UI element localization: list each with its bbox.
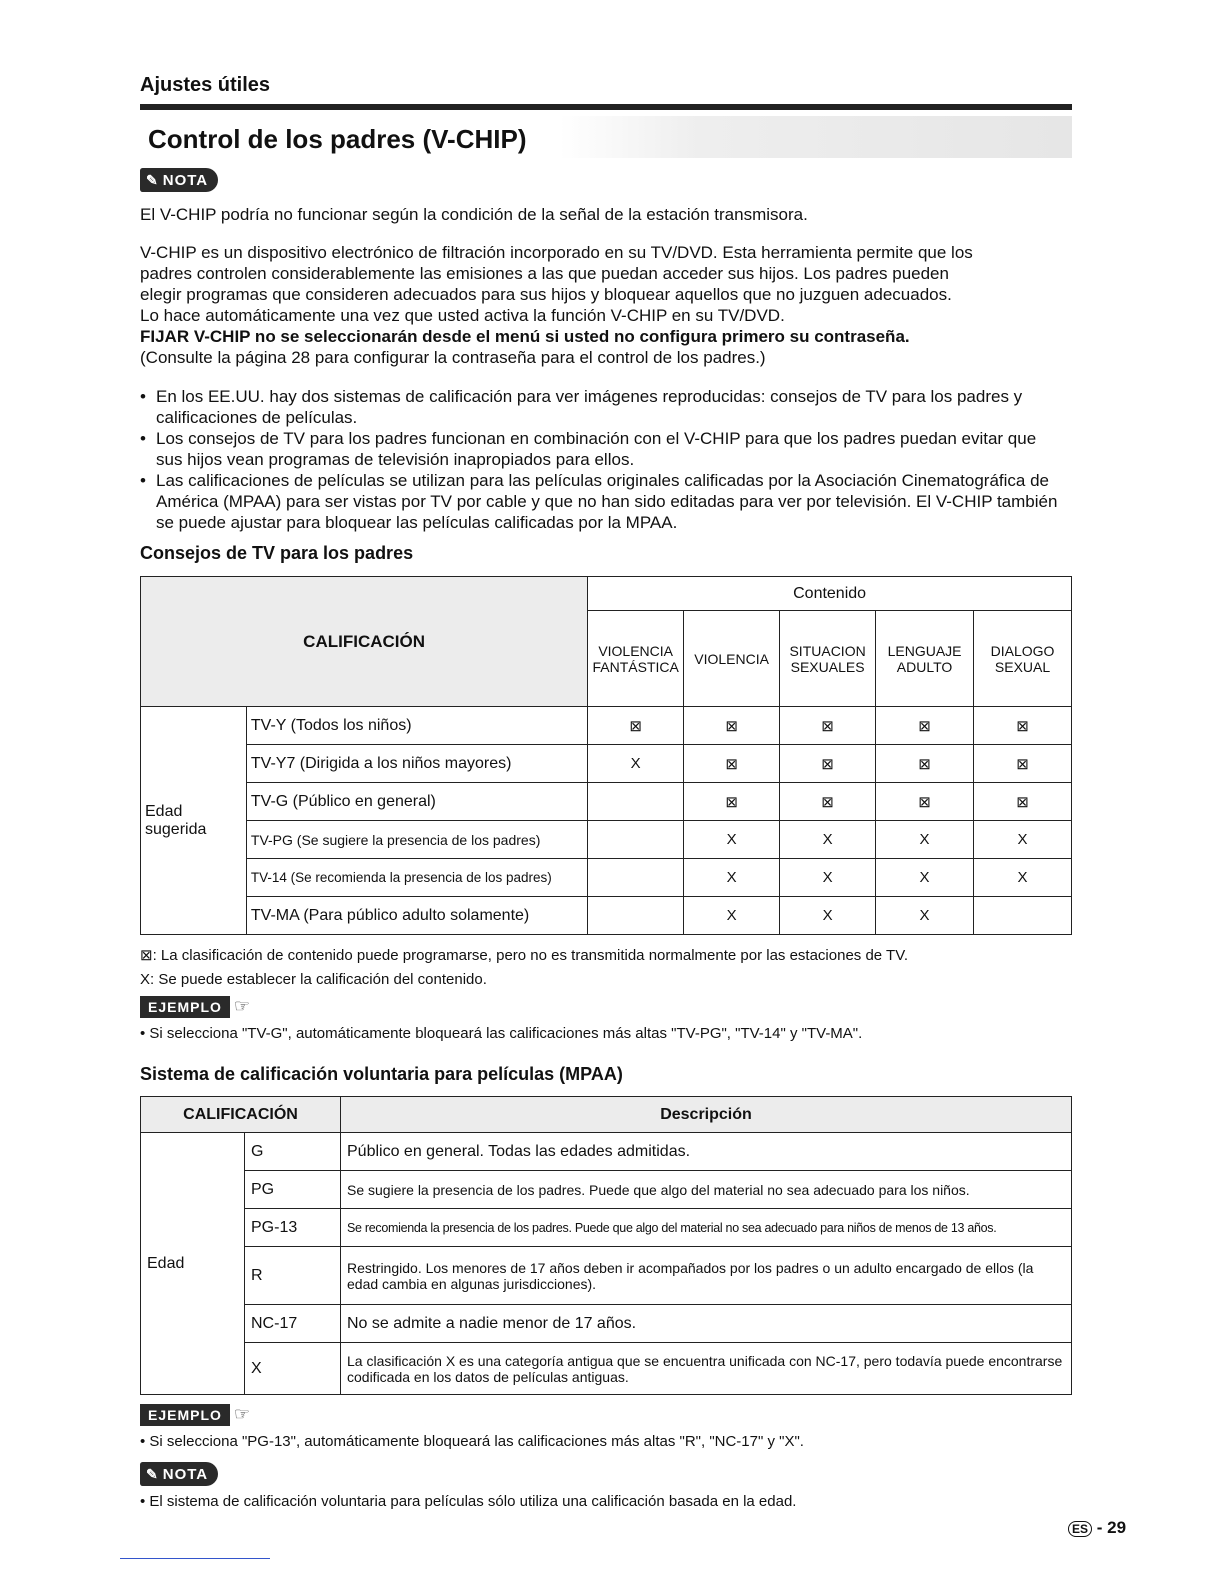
mpaa-table xyxy=(140,1096,1072,1395)
calif-header: CALIFICACIÓN xyxy=(141,577,588,707)
mpaa-desc: Se recomienda la presencia de los padres. Puede que algo del material no sea adecuado para niños de menos de 13 años. xyxy=(341,1209,1072,1247)
nota-badge-1: ✎ NOTA xyxy=(140,168,218,192)
mpaa-desc: Público en general. Todas las edades admitidas. xyxy=(341,1133,1072,1171)
table-cell: X xyxy=(684,859,780,897)
col-header-l: LENGUAJE ADULTO xyxy=(876,611,974,707)
ejemplo-badge-1: EJEMPLO ☞ xyxy=(140,996,250,1018)
tv-table-heading: Consejos de TV para los padres xyxy=(140,543,414,563)
mpaa-desc-header: Descripción xyxy=(341,1097,1072,1133)
table-cell xyxy=(588,783,684,821)
mpaa-code: NC-17 xyxy=(245,1305,341,1343)
section-label: Ajustes útiles xyxy=(140,74,271,96)
table-cell xyxy=(588,897,684,935)
rating-label: TV-Y (Todos los niños) xyxy=(246,707,587,745)
table-cell xyxy=(588,821,684,859)
col-header-d: DIALOGO SEXUAL xyxy=(974,611,1072,707)
intro-line: V-CHIP es un dispositivo electrónico de filtración incorporado en su TV/DVD. Esta herramienta permite que los xyxy=(140,243,973,262)
note-pencil-icon: ✎ xyxy=(146,1465,159,1482)
intro-line: elegir programas que consideren adecuados para sus hijos y bloquear aquellos que no juzguen adecuados. xyxy=(140,285,952,304)
table-cell: ⊠ xyxy=(780,707,876,745)
table-cell: ⊠ xyxy=(974,745,1072,783)
table-cell: ⊠ xyxy=(684,783,780,821)
nota-text-1: El V-CHIP podría no funcionar según la condición de la señal de la estación transmisora. xyxy=(140,205,808,224)
mpaa-calif-header: CALIFICACIÓN xyxy=(141,1097,341,1133)
mpaa-desc: Se sugiere la presencia de los padres. Puede que algo del material no sea adecuado para los niños. xyxy=(341,1171,1072,1209)
nota-text-2: • El sistema de calificación voluntaria para películas sólo utiliza una calificación basada en la edad. xyxy=(140,1493,797,1510)
table-cell: X xyxy=(684,897,780,935)
rating-label: TV-PG (Se sugiere la presencia de los padres) xyxy=(246,821,587,859)
table-cell: ⊠ xyxy=(780,745,876,783)
col-header-v: VIOLENCIA xyxy=(684,611,780,707)
ejemplo-text-1: • Si selecciona "TV-G", automáticamente bloqueará las calificaciones más altas "TV-PG", "TV-14" y "TV-MA". xyxy=(140,1025,863,1042)
header-rule xyxy=(140,104,1072,110)
pointing-hand-icon: ☞ xyxy=(233,996,251,1016)
intro-line: Lo hace automáticamente una vez que usted activa la función V-CHIP en su TV/DVD. xyxy=(140,306,785,325)
mpaa-edad-cell: Edad xyxy=(141,1133,245,1395)
list-item: • Los consejos de TV para los padres funcionan en combinación con el V-CHIP para que los padres puedan evitar que sus hijos vean programas de televisión inapropiados para ellos. xyxy=(140,428,1065,470)
language-badge: ES xyxy=(1068,1521,1092,1537)
mpaa-desc: No se admite a nadie menor de 17 años. xyxy=(341,1305,1072,1343)
list-item: • En los EE.UU. hay dos sistemas de calificación para ver imágenes reproducidas: consejos de TV para los padres y calificaciones de películas. xyxy=(140,386,1065,428)
mpaa-desc: Restringido. Los menores de 17 años deben ir acompañados por los padres o un adulto encargado de ellos (la edad cambia en algunas jurisdicciones). xyxy=(341,1247,1072,1305)
table-cell: X xyxy=(780,821,876,859)
table-cell: ⊠ xyxy=(588,707,684,745)
table-cell: ⊠ xyxy=(876,783,974,821)
rating-label: TV-Y7 (Dirigida a los niños mayores) xyxy=(246,745,587,783)
ejemplo-badge-2: EJEMPLO ☞ xyxy=(140,1404,250,1426)
nota-badge-2: ✎ NOTA xyxy=(140,1462,218,1486)
page-number: ES - 29 xyxy=(1068,1518,1126,1538)
pointing-hand-icon: ☞ xyxy=(233,1404,251,1424)
table-cell: X xyxy=(684,821,780,859)
table-cell: X xyxy=(974,859,1072,897)
table-cell: ⊠ xyxy=(780,783,876,821)
contenido-header: Contenido xyxy=(588,577,1072,611)
tv-parental-table xyxy=(140,576,1072,935)
consult-note: (Consulte la página 28 para configurar la contraseña para el control de los padres.) xyxy=(140,348,766,367)
col-header-fv: VIOLENCIA FANTÁSTICA xyxy=(588,611,684,707)
table-cell xyxy=(588,859,684,897)
table-cell: X xyxy=(876,897,974,935)
mpaa-heading: Sistema de calificación voluntaria para películas (MPAA) xyxy=(140,1064,623,1084)
legend-x: X: Se puede establecer la calificación del contenido. xyxy=(140,971,487,988)
mpaa-desc: La clasificación X es una categoría antigua que se encuentra unificada con NC-17, pero todavía puede encontrarse codificada en los datos de películas antiguas. xyxy=(341,1343,1072,1395)
intro-line: padres controlen considerablemente las emisiones a las que puedan acceder sus hijos. Los padres pueden xyxy=(140,264,949,283)
table-cell: X xyxy=(780,897,876,935)
rating-label: TV-G (Público en general) xyxy=(246,783,587,821)
password-warning: FIJAR V-CHIP no se seleccionarán desde el menú si usted no configura primero su contraseña. xyxy=(140,327,910,346)
mpaa-code: R xyxy=(245,1247,341,1305)
table-cell: X xyxy=(974,821,1072,859)
table-cell: ⊠ xyxy=(876,707,974,745)
mpaa-code: X xyxy=(245,1343,341,1395)
table-cell: X xyxy=(876,821,974,859)
table-cell: ⊠ xyxy=(684,745,780,783)
intro-block xyxy=(140,242,1080,368)
mpaa-code: PG xyxy=(245,1171,341,1209)
list-item: • Las calificaciones de películas se utilizan para las películas originales calificadas por la Asociación Cinematográfica de América (MPAA) para ser vistas por TV por cable y que no han sido editadas para ver por televisión. El V-CHIP también se puede ajustar para bloquear las películas calificadas por la MPAA. xyxy=(140,470,1065,533)
mpaa-code: PG-13 xyxy=(245,1209,341,1247)
mpaa-code: G xyxy=(245,1133,341,1171)
table-cell: X xyxy=(780,859,876,897)
table-cell: ⊠ xyxy=(684,707,780,745)
rating-label: TV-14 (Se recomienda la presencia de los padres) xyxy=(246,859,587,897)
ejemplo-text-2: • Si selecciona "PG-13", automáticamente bloqueará las calificaciones más altas "R", "NC-17" y "X". xyxy=(140,1433,804,1450)
page-title: Control de los padres (V-CHIP) xyxy=(148,124,527,154)
col-header-s: SITUACION SEXUALES xyxy=(780,611,876,707)
info-bullets xyxy=(140,386,1065,533)
legend-box: ⊠: La clasificación de contenido puede programarse, pero no es transmitida normalmente por las estaciones de TV. xyxy=(140,947,909,964)
table-cell: ⊠ xyxy=(876,745,974,783)
table-cell: X xyxy=(588,745,684,783)
table-cell xyxy=(974,897,1072,935)
table-cell: ⊠ xyxy=(974,783,1072,821)
table-cell: ⊠ xyxy=(974,707,1072,745)
rating-label: TV-MA (Para público adulto solamente) xyxy=(246,897,587,935)
note-pencil-icon: ✎ xyxy=(146,171,159,188)
bottom-link-line xyxy=(120,1558,270,1559)
edad-sugerida-cell: Edad sugerida xyxy=(141,707,247,935)
table-cell: X xyxy=(876,859,974,897)
